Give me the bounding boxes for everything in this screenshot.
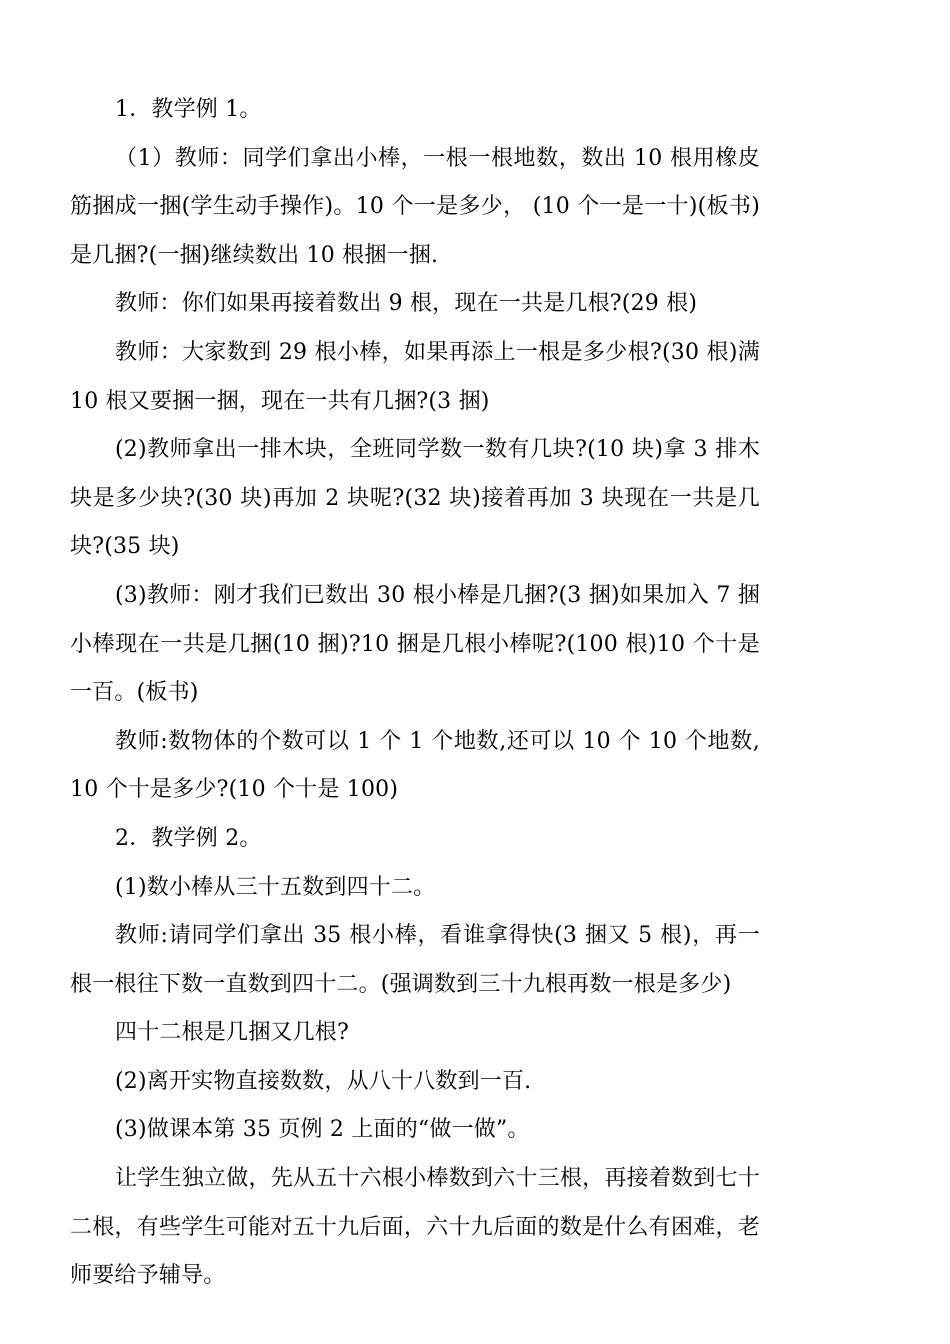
paragraph-independent-work: 让学生独立做，先从五十六根小棒数到六十三根，再接着数到七十二根，有些学生可能对五十九后面，六十九后面的数是什么有困难，老师要给予辅导。: [70, 1166, 760, 1289]
paragraph-question-42: 四十二根是几捆又几根?: [115, 1020, 349, 1046]
paragraph-step-3-hundred: (3)教师：刚才我们已数出 30 根小棒是几捆?(3 捆)如果加入 7 捆小棒现在一共是几捆(10 捆)?10 捆是几根小棒呢?(100 根)10 个十是一百。(板书): [70, 582, 760, 706]
paragraph-count-88-100: (2)离开实物直接数数，从八十八数到一百.: [115, 1068, 532, 1094]
heading-example-2: 2．教学例 2。: [115, 825, 262, 851]
paragraph-step-1: （1）教师：同学们拿出小棒，一根一根地数，数出 10 根用橡皮筋捆成一捆(学生动手操作)。10 个一是多少， (10 个一是一十)(板书)是几捆?(一捆)继续数出 10 根捆一捆.: [70, 145, 760, 268]
heading-example-1: 1．教学例 1。: [115, 97, 262, 122]
document-page: [70, 86, 760, 1301]
paragraph-step-2-blocks: (2)教师拿出一排木块，全班同学数一数有几块?(10 块)拿 3 排木块是多少块?(30 块)再加 2 块呢?(32 块)接着再加 3 块现在一共是几块?(35 块): [70, 437, 760, 560]
paragraph-teacher-summary: 教师:数物体的个数可以 1 个 1 个地数,还可以 10 个 10 个地数,10 个十是多少?(10 个十是 100): [70, 728, 760, 803]
paragraph-teacher-count-35: 教师:请同学们拿出 35 根小棒，看谁拿得快(3 捆又 5 根)，再一根一根往下数一直数到四十二。(强调数到三十九根再数一根是多少): [70, 923, 760, 997]
paragraph-teacher-question-29: 教师：你们如果再接着数出 9 根，现在一共是几根?(29 根): [115, 291, 698, 317]
paragraph-count-sticks: (1)数小棒从三十五数到四十二。: [115, 874, 436, 900]
paragraph-teacher-question-30: 教师：大家数到 29 根小棒，如果再添上一根是多少根?(30 根)满 10 根又要捆一捆，现在一共有几捆?(3 捆): [70, 339, 760, 414]
paragraph-textbook-exercise: (3)做课本第 35 页例 2 上面的“做一做”。: [115, 1117, 530, 1143]
